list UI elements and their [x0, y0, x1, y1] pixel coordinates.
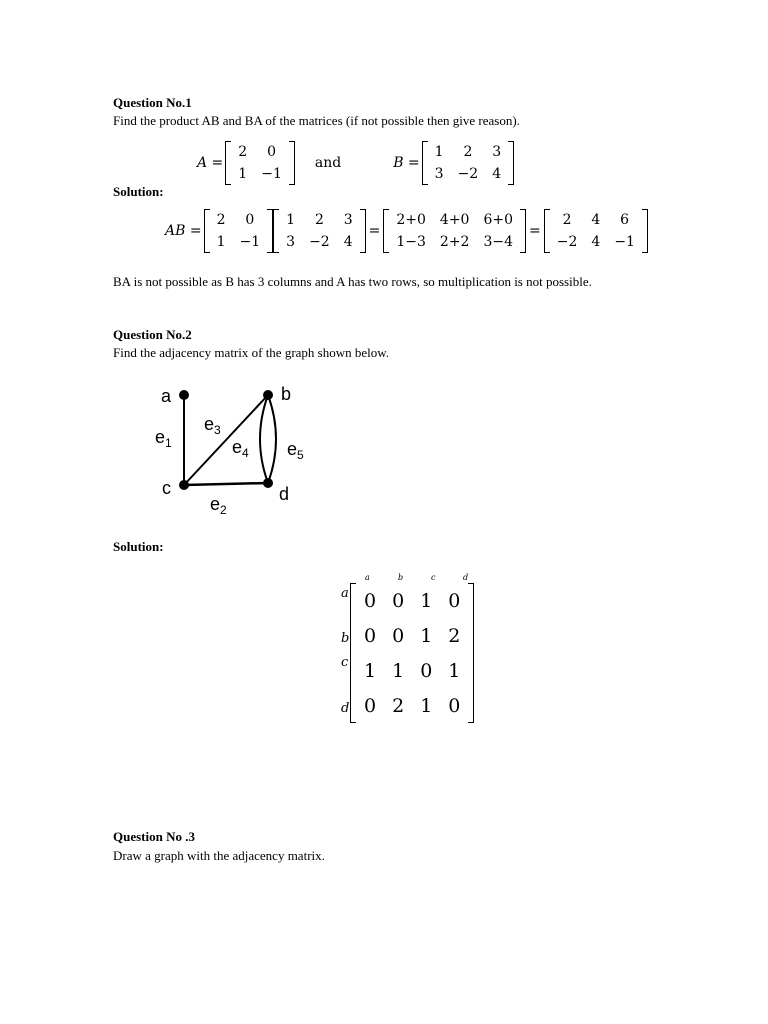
adj-row-label: a [341, 586, 349, 601]
adj-cell: 0 [448, 694, 461, 717]
result-cell: 4 [591, 234, 601, 250]
intermediate-cell: 3−4 [483, 234, 514, 250]
adj-cell: 1 [392, 659, 405, 682]
solution-b-cell: 1 [286, 212, 296, 228]
adj-row-label: b [341, 631, 350, 646]
solution-a-cell: 2 [216, 212, 226, 228]
adj-col-label: c [431, 573, 436, 582]
matrix-b-cell: −2 [457, 166, 479, 182]
edge-label-e4: $e_4$ [232, 437, 249, 460]
matrix-b-cell: 3 [492, 144, 502, 160]
q1-product-equation [165, 209, 648, 253]
equals-sign: = [368, 223, 381, 239]
adj-cell: 1 [448, 659, 461, 682]
solution-a-cell: −1 [239, 234, 261, 250]
adj-cell: 0 [392, 624, 405, 647]
adj-cell: 0 [364, 624, 377, 647]
matrix-a-label: A = [197, 155, 224, 171]
adj-cell: 2 [392, 694, 405, 717]
edge-e2 [184, 483, 268, 485]
adj-cell: 1 [364, 659, 377, 682]
q2-heading: Question No.2 [113, 327, 192, 342]
solution-b-cell: 3 [343, 212, 353, 228]
adj-cell: 0 [420, 659, 433, 682]
edge-label-e1: $e_1$ [155, 427, 172, 450]
edge-label-e2: $e_2$ [210, 494, 227, 517]
vertex-label-d: d [279, 484, 290, 504]
q1-matrix-definitions [197, 141, 514, 185]
conjunction-and: and [314, 155, 342, 171]
result-cell: −1 [614, 234, 635, 250]
edge-e3 [184, 395, 268, 485]
adj-col-label: d [463, 573, 469, 582]
intermediate-cell: 4+0 [439, 212, 470, 228]
result-cell: −2 [556, 234, 578, 250]
q1-note: BA is not possible as B has 3 columns and A has two rows, so multiplication is not possible. [113, 274, 592, 289]
vertex-label-a: a [161, 386, 172, 406]
vertex-a [179, 390, 189, 400]
vertex-d [263, 478, 273, 488]
q2-solution-heading: Solution: [113, 539, 164, 554]
solution-matrix-b [273, 209, 365, 253]
result-matrix [544, 209, 648, 253]
adj-cell: 1 [420, 624, 433, 647]
matrix-b-cell: 2 [463, 144, 473, 160]
q3-heading: Question No .3 [113, 829, 195, 844]
intermediate-cell: 2+0 [396, 212, 426, 228]
q3-prompt: Draw a graph with the adjacency matrix. [113, 848, 325, 863]
edge-label-e5: $e_5$ [287, 439, 304, 462]
solution-a-cell: 0 [245, 212, 255, 228]
vertex-c [179, 480, 189, 490]
matrix-a-cell: 2 [238, 144, 248, 160]
adj-col-label: b [398, 573, 404, 582]
adjacency-matrix [350, 583, 474, 723]
intermediate-cell: 6+0 [483, 212, 514, 228]
intermediate-cell: 1−3 [396, 234, 426, 250]
matrix-a-cell: 1 [238, 166, 248, 182]
adj-cell: 0 [364, 589, 377, 612]
matrix-a-cell: −1 [261, 166, 282, 182]
matrix-a [225, 141, 295, 185]
matrix-b-cell: 4 [492, 166, 502, 182]
vertex-label-b: b [281, 384, 292, 404]
intermediate-cell: 2+2 [439, 234, 470, 250]
adj-cell: 1 [420, 694, 433, 717]
adj-cell: 0 [392, 589, 405, 612]
adj-cell: 2 [448, 624, 461, 647]
solution-b-cell: 2 [314, 212, 324, 228]
graph-figure [140, 375, 340, 525]
matrix-b-cell: 3 [434, 166, 444, 182]
edge-label-e3: $e_3$ [204, 414, 221, 437]
solution-b-cell: −2 [309, 234, 330, 250]
result-cell: 6 [620, 212, 630, 228]
vertex-label-c: c [162, 478, 171, 498]
ab-label: AB = [165, 223, 202, 239]
adj-row-label: c [341, 655, 349, 670]
q2-prompt: Find the adjacency matrix of the graph shown below. [113, 345, 390, 360]
adj-cell: 0 [448, 589, 461, 612]
intermediate-matrix [383, 209, 526, 253]
matrix-b-label: B = [393, 155, 420, 171]
q1-solution-heading: Solution: [113, 184, 164, 199]
q1-heading: Question No.1 [113, 95, 192, 110]
matrix-b [422, 141, 514, 185]
matrix-b-cell: 1 [434, 144, 444, 160]
solution-a-cell: 1 [216, 234, 226, 250]
equals-sign: = [529, 223, 541, 239]
q1-prompt: Find the product AB and BA of the matrices (if not possible then give reason). [113, 113, 520, 128]
edge-e4 [260, 395, 268, 483]
adj-cell: 1 [420, 589, 433, 612]
solution-b-cell: 3 [286, 234, 296, 250]
solution-matrix-a [204, 209, 274, 253]
matrix-a-cell: 0 [267, 144, 276, 160]
solution-b-cell: 4 [343, 234, 353, 250]
adj-row-label: d [341, 701, 350, 716]
result-cell: 4 [591, 212, 601, 228]
adj-col-label: a [365, 573, 370, 582]
adjacency-matrix-block [340, 570, 490, 730]
result-cell: 2 [562, 212, 572, 228]
vertex-b [263, 390, 273, 400]
edge-e5 [268, 395, 276, 483]
adj-cell: 0 [364, 694, 377, 717]
